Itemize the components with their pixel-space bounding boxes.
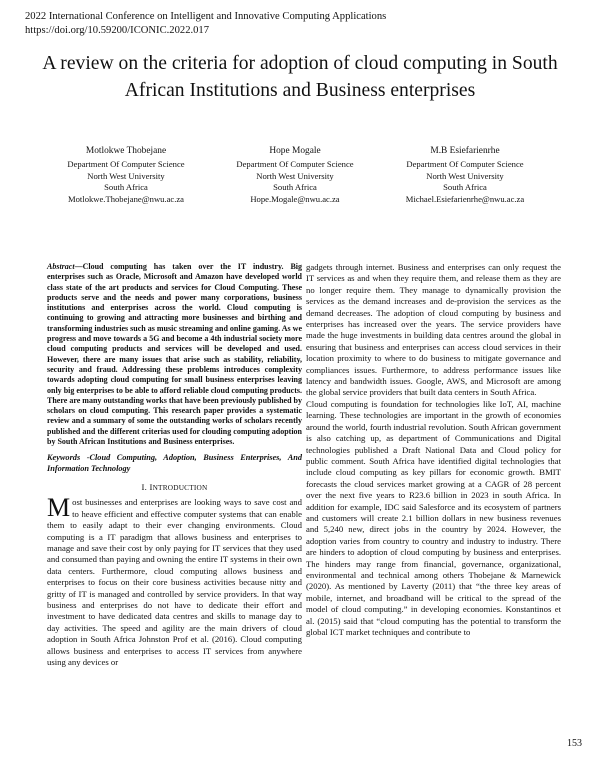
author-name: Motlokwe Thobejane: [85, 146, 167, 156]
right-column: [306, 262, 561, 638]
abstract-text: —Cloud computing has taken over the IT industry. Big enterprises such as Oracle, Microsoft and Amazon have developed world class state of the art products and services for Cloud Computing. These products serve and the needs and power many corporations, business institutions and enterprises across the world. Cloud computing is continuing to growing and attracting more businesses and birthing and transforming industries such as music streaming and online gaming. As we progress and move towards a 5G and become a 4th industrial society more cloud computing products and services will be developed and used. However, there are many issues that arise such as stability, reliability, security and fraud. Addressing these problems introduces complexity towards adopting cloud computing for small business enterprises leaving only big enterprises to be able to afford reliable cloud computing products. There are many outstanding works that have been previously published by scholars on cloud computing. This research paper provides a systematic review and a summary of some the outstanding works of scholars recently published and the different criterias used for clouding computing adoption by South African Institutions and Business enterprises.: [47, 262, 302, 447]
author-dept: Department Of Computer Science: [67, 158, 185, 169]
author-dept: Department Of Computer Science: [236, 158, 354, 169]
conference-header: [25, 10, 386, 38]
doi-link[interactable]: https://doi.org/10.59200/ICONIC.2022.017: [25, 25, 210, 36]
author-email[interactable]: Michael.Esiefarienrhe@nwu.ac.za: [405, 194, 525, 205]
author-email[interactable]: Hope.Mogale@nwu.ac.za: [250, 194, 340, 205]
abstract: [47, 262, 302, 447]
author-univ: North West University: [87, 170, 165, 181]
author-univ: North West University: [426, 170, 504, 181]
section-title-first-letter: I: [149, 481, 153, 492]
author-block: [205, 146, 385, 206]
intro-paragraph: [47, 493, 302, 668]
body-paragraph: gadgets through internet. Business and enterprises can only request the IT services as and when they require them, and release them as they are no longer require them. They manage to dynamically provision the services as the demand increases and de-provision the services as the demand decreases. The adoption of cloud computing by business and enterprises has increased over the years. The service providers have made the huge investments in building data centres around the global in ensuring that business and enterprises can access cloud services in their location proximity to where to do business to mitigate governance and compliances issues. Furthermore, to address performance issues like latency and bandwidth issues. Google, AWS, and Microsoft are among the global service providers that built data centers in South Africa.: [306, 262, 561, 398]
section-title-rest: NTRODUCTION: [152, 482, 208, 492]
author-country: South Africa: [273, 182, 317, 193]
author-dept: Department Of Computer Science: [406, 158, 524, 169]
author-univ: North West University: [256, 170, 334, 181]
paper-title: A review on the criteria for adoption of cloud computing in South African Institutions and Business enterprises: [42, 53, 558, 101]
author-name: M.B Esiefarienrhe: [430, 146, 500, 156]
author-name: Hope Mogale: [269, 146, 321, 156]
page-number: 153: [567, 738, 582, 749]
author-block: [36, 146, 216, 206]
author-country: South Africa: [443, 182, 487, 193]
intro-text: ost businesses and enterprises are looking ways to save cost and to heave efficient and effective computer systems that can enable them to easily adapt to their ever changing environments. Cloud computing is a IT paradigm that allows business and enterprises to manage and save their cost by only paying for IT services that they used and consumed than paying and owning the entire IT systems in their own data centers. Furthermore, cloud computing allows business and enterprises to focus on their core business activities because nitty and gritty of IT is managed and controlled by service providers. In that way business and enterprises do not have to dedicate their effort and investment to have dedicated data centres and skills to manage day to day activities. The speed and agility are the main drivers of cloud adoption in South Africa Johnston Prof et al. (2016). Cloud computing allows business and enterprises to access IT services from anywhere using any devices or: [47, 497, 302, 668]
author-email[interactable]: Motlokwe.Thobejane@nwu.ac.za: [67, 194, 184, 205]
keywords: Keywords -Cloud Computing, Adoption, Business Enterprises, And Information Technology: [47, 453, 302, 474]
abstract-label: Abstract: [47, 262, 75, 271]
section-numeral: I.: [141, 481, 148, 492]
left-column: [47, 262, 302, 668]
drop-cap: M: [47, 493, 71, 523]
author-country: South Africa: [104, 182, 148, 193]
author-block: [375, 146, 555, 206]
body-paragraph: Cloud computing is foundation for technologies like IoT, AI, machine learning. These technologies are important in the growth of economies around the world, fourth industrial revolution. South African government is also catching up, as department of Communications and Digital technologies published a Draft National Data and Cloud policy for public comment. South Africa have identified digital technologies that include cloud computing as key pillars for economic growth. BMIT forecasts the cloud services market growing at a CAGR of 28 percent over the next five years to R23.6 billion in 2023 in south Africa. In addition for example, IDC said Salesforce and its ecosystem of partners and customers will create 2.1 billion dollars in new business revenues and 5,240 new, direct jobs in the country by 2024. However, the adoption varies from country to country and industry to industry. There are hinders to adoption of cloud computing by business and enterprises. The hinders may range from financial, governance, organizational, environmental and technical among others Thobejane & Marnewick (2020). As mentioned by Laverty (2011) that “the three key areas of mobile, internet, and broadband will be critical to the spread of the model of cloud computing.” in developing economies. Konstantinos et al. (2015) said that “cloud computing has the potential to transform the global ICT market techniques and contribute to: [306, 398, 561, 637]
conference-name: 2022 International Conference on Intelligent and Innovative Computing Applications: [25, 11, 387, 22]
section-heading: [47, 482, 302, 493]
